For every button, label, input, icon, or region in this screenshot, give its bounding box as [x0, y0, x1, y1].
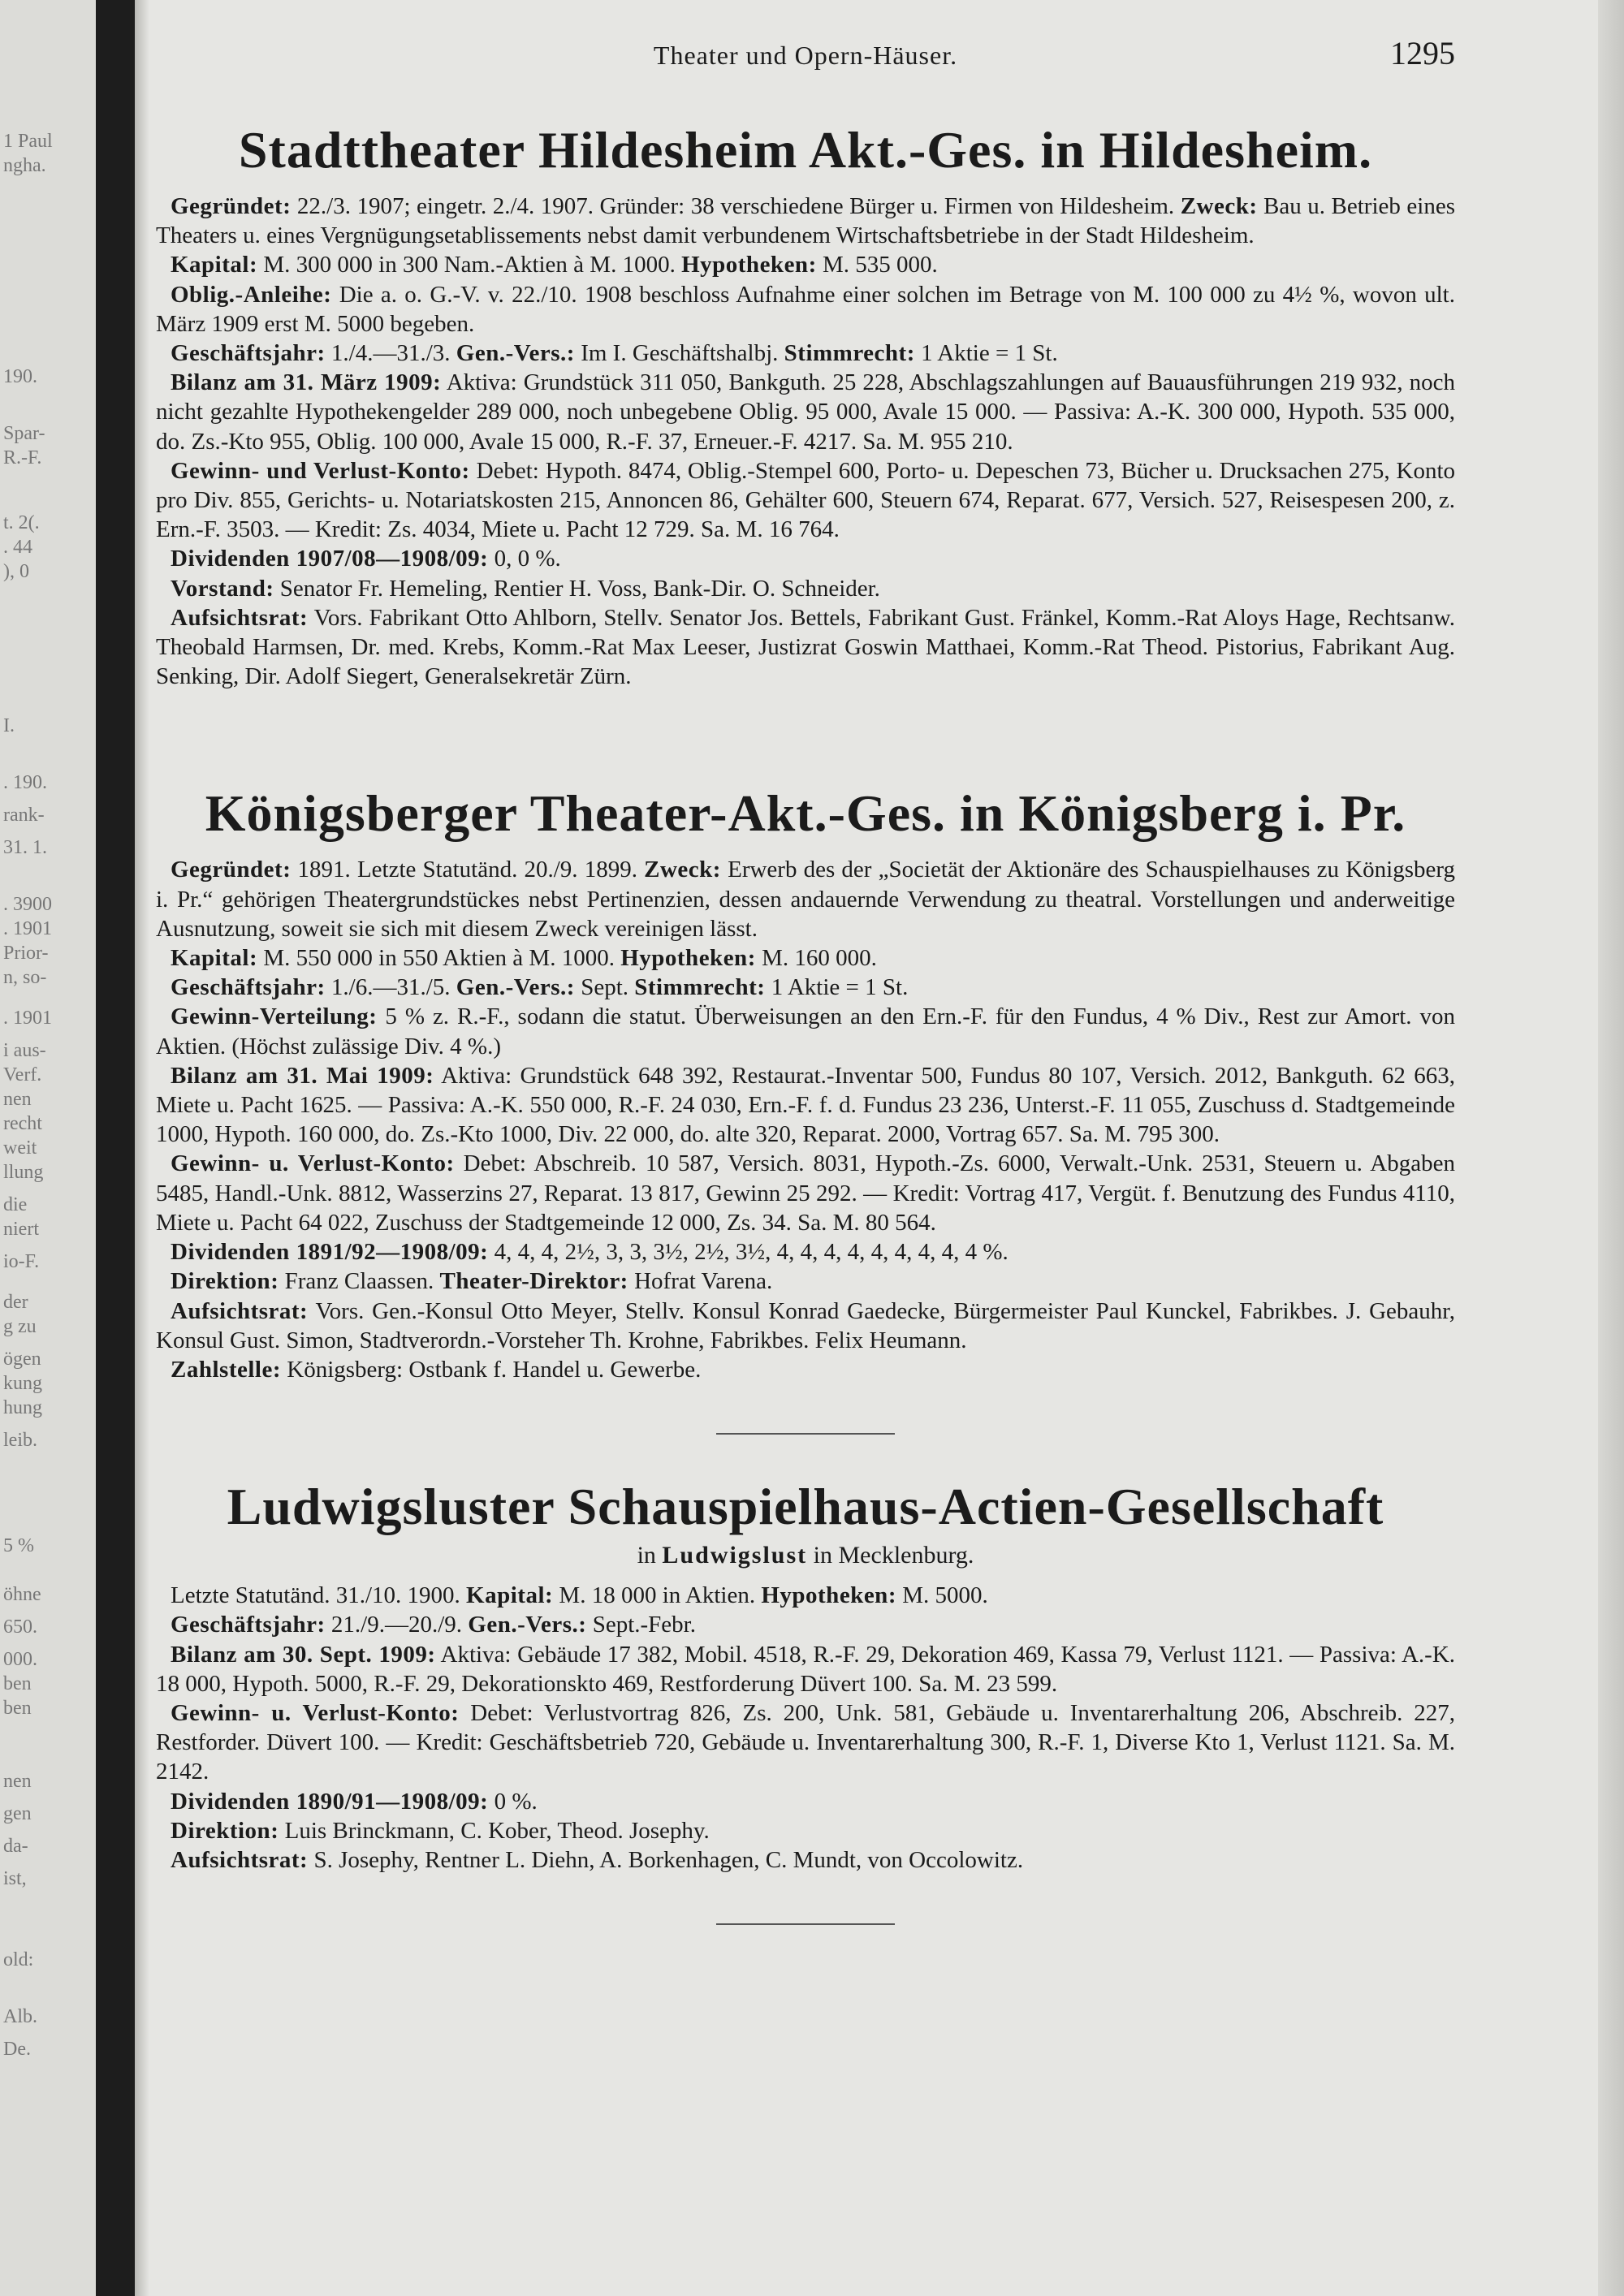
margin-fragment: weit: [3, 1137, 37, 1159]
entry-label: Gen.-Vers.:: [456, 974, 575, 1001]
subtitle-place: Ludwigslust: [662, 1542, 808, 1569]
company-subtitle: [156, 1542, 1455, 1569]
entry-text: 1./6.—31./5.: [325, 974, 456, 1001]
margin-fragment: Spar-: [3, 423, 45, 444]
entry-paragraph: [156, 1149, 1455, 1237]
entry-label: Aufsichtsrat:: [171, 1297, 309, 1324]
entry-text: Vors. Gen.-Konsul Otto Meyer, Stellv. Konsul Konrad Gaedecke, Bürgermeister Paul Kunckel, Fabrikbes. J. Gebauhr, Konsul Gust. Simon, Stadtverordn.-Vorsteher Th. Krohne, Fabrikbes. Felix Heumann.: [156, 1297, 1455, 1353]
margin-fragment: recht: [3, 1113, 42, 1134]
entry-text: Senator Fr. Hemeling, Rentier H. Voss, Bank-Dir. O. Schneider.: [274, 575, 880, 602]
entry-text: Debet: Verlustvortrag 826, Zs. 200, Unk. 581, Gebäude u. Inventarerhaltung 206, Abschreib. 227, Restforder. Düvert 100. — Kredit: Geschäftsbetrieb 720, Gebäude u. Inventarerhaltung 300, R.-F. 1, Diverse Kto 1, Verlust 1121. Sa. M. 2142.: [156, 1699, 1455, 1785]
running-head-title: Theater und Opern-Häuser.: [653, 41, 958, 70]
entry-label: Gewinn- u. Verlust-Konto:: [171, 1150, 455, 1177]
page-number: 1295: [1390, 35, 1455, 71]
entry-label: Direktion:: [171, 1817, 279, 1844]
margin-fragment: . 3900: [3, 894, 52, 915]
entry-paragraph: [156, 1816, 1455, 1845]
margin-fragment: ), 0: [3, 561, 29, 582]
company-entry: [156, 1478, 1455, 1925]
entry-text: Erwerb des der „Societät der Aktionäre des Schauspielhauses zu Königsberg i. Pr.“ gehörigen Theatergrundstückes nebst Pertinenzien, dessen andauernde Verwendung zu theatral. Vorstellungen und anderweitige Ausnutzung, soweit sie sich mit diesem Zweck vereinigen lässt.: [156, 857, 1456, 942]
section-divider: [716, 1923, 895, 1925]
entry-text: Hofrat Varena.: [628, 1268, 773, 1295]
entry-paragraph: [156, 1297, 1455, 1355]
margin-fragment: der: [3, 1292, 28, 1313]
entry-paragraph: [156, 250, 1455, 279]
entry-paragraph: [156, 1002, 1455, 1060]
entry-text: 1891. Letzte Statutänd. 20./9. 1899.: [291, 857, 645, 883]
margin-fragment: da-: [3, 1836, 28, 1857]
entry-text: 5 % z. R.-F., sodann die statut. Überweisungen an den Ern.-F. für den Fundus, 4 % Div., Rest zur Amort. von Aktien. (Höchst zulässige Div. 4 %.): [156, 1003, 1455, 1060]
margin-fragment: kung: [3, 1373, 42, 1394]
entry-text: Aktiva: Gebäude 17 382, Mobil. 4518, R.-F. 29, Dekoration 469, Kassa 79, Verlust 1121. — Passiva: A.-K. 18 000, Hypoth. 5000, R.-F. 29, Dekorationskto 469, Restforderung Düvert 100. Sa. M. 23 599.: [156, 1641, 1456, 1697]
margin-fragment: Prior-: [3, 943, 49, 964]
entry-text: 1 Aktie = 1 St.: [765, 974, 909, 1001]
entry-label: Geschäftsjahr:: [171, 340, 326, 367]
company-title: Königsberger Theater-Akt.-Ges. in Königsberg i. Pr.: [205, 784, 1406, 843]
subtitle-suffix: in Mecklenburg.: [807, 1542, 974, 1569]
entry-label: Gegründet:: [171, 857, 292, 883]
entry-label: Aufsichtsrat:: [171, 604, 309, 631]
company-entry: [156, 785, 1455, 1435]
margin-fragment: ist,: [3, 1868, 27, 1889]
company-entry: [156, 122, 1455, 741]
margin-fragment: leib.: [3, 1430, 37, 1451]
entry-paragraph: [156, 1237, 1455, 1267]
entry-paragraph: [156, 603, 1455, 692]
entry-paragraph: [156, 1355, 1455, 1384]
entry-text: Debet: Hypoth. 8474, Oblig.-Stempel 600, Porto- u. Depeschen 73, Bücher u. Drucksachen 275, Konto pro Div. 855, Gerichts- u. Notariatskosten 215, Annoncen 86, Gehälter 600, Steuern 674, Reparat. 677, Versich. 527, Reisespesen 200, z. Ern.-F. 3503. — Kredit: Zs. 4034, Miete u. Pacht 12 729. Sa. M. 16 764.: [156, 457, 1456, 543]
entry-paragraph: [156, 855, 1455, 943]
margin-fragment: ben: [3, 1698, 32, 1719]
margin-fragment: nen: [3, 1771, 32, 1792]
margin-fragment: . 190.: [3, 772, 47, 793]
margin-fragment: 190.: [3, 366, 37, 387]
entry-label: Vorstand:: [171, 575, 274, 602]
margin-fragment: gen: [3, 1803, 32, 1824]
entry-paragraph: [156, 943, 1455, 973]
gutter-shadow: [135, 0, 149, 2296]
margin-fragment: io-F.: [3, 1251, 40, 1272]
entry-label: Oblig.-Anleihe:: [171, 281, 332, 308]
margin-fragment: R.-F.: [3, 447, 42, 468]
entry-label: Hypotheken:: [681, 252, 817, 278]
entry-label: Kapital:: [171, 252, 258, 278]
entry-text: Sept.: [574, 974, 635, 1001]
company-title: Ludwigsluster Schauspielhaus-Actien-Gesellschaft: [227, 1478, 1384, 1536]
entry-text: 4, 4, 4, 2½, 3, 3, 3½, 2½, 3½, 4, 4, 4, 4, 4, 4, 4, 4, 4 %.: [488, 1239, 1009, 1266]
entry-text: 21./9.—20./9.: [325, 1612, 469, 1638]
entry-label: Zahlstelle:: [171, 1356, 281, 1383]
margin-fragment: rank-: [3, 805, 45, 826]
margin-fragment: old:: [3, 1949, 34, 1970]
entry-label: Theater-Direktor:: [439, 1268, 628, 1295]
entry-label: Gewinn- u. Verlust-Konto:: [171, 1699, 460, 1726]
entry-label: Dividenden 1907/08—1908/09:: [171, 546, 489, 572]
entry-text: 0, 0 %.: [488, 546, 561, 572]
entry-paragraph: [156, 1267, 1455, 1296]
entry-label: Hypotheken:: [761, 1582, 896, 1609]
margin-fragment: ngha.: [3, 155, 46, 176]
margin-fragment: . 1901: [3, 918, 52, 939]
margin-fragment: nen: [3, 1089, 32, 1110]
entry-label: Zweck:: [1180, 193, 1258, 219]
margin-fragment: ögen: [3, 1349, 41, 1370]
margin-fragment: 650.: [3, 1616, 37, 1638]
entry-label: Gegründet:: [171, 193, 292, 219]
margin-fragment: De.: [3, 2039, 31, 2060]
margin-fragment: I.: [3, 715, 15, 736]
entry-label: Gewinn-Verteilung:: [171, 1003, 378, 1030]
entry-label: Kapital:: [466, 1582, 554, 1609]
entry-paragraph: [156, 192, 1455, 250]
entry-text: Debet: Abschreib. 10 587, Versich. 8031, Hypoth.-Zs. 6000, Verwalt.-Unk. 2531, Steuern u. Abgaben 5485, Handl.-Unk. 8812, Wasserzins 27, Reparat. 13 817, Gewinn 25 292. — Kredit: Vortrag 417, Vergüt. f. Benutzung des Fundus 4110, Miete u. Pacht 64 022, Zuschuss der Stadtgemeinde 12 000, Zs. 34. Sa. M. 80 564.: [156, 1150, 1455, 1236]
entry-text: 1./4.—31./3.: [325, 340, 456, 367]
entry-paragraph: [156, 1787, 1455, 1816]
company-entries: [156, 122, 1455, 1925]
entry-text: M. 550 000 in 550 Aktien à M. 1000.: [257, 945, 621, 972]
margin-fragment: ben: [3, 1673, 32, 1694]
entry-text: Luis Brinckmann, C. Kober, Theod. Josephy.: [279, 1817, 710, 1844]
entry-text: M. 160 000.: [755, 945, 877, 972]
entry-text: 0 %.: [488, 1788, 538, 1815]
adjacent-page-fragment: [0, 0, 96, 2296]
entry-text: Im I. Geschäftshalbj.: [574, 340, 784, 367]
margin-fragment: n, so-: [3, 967, 47, 988]
entry-paragraph: [156, 456, 1455, 545]
entry-text: Vors. Fabrikant Otto Ahlborn, Stellv. Senator Jos. Bettels, Fabrikant Gust. Fränkel, Komm.-Rat Aloys Hage, Rechtsanw. Theobald Harmsen, Dr. med. Krebs, Komm.-Rat Max Leeser, Justizrat Goswin Matthaei, Komm.-Rat Theod. Pistorius, Fabrikant Aug. Senking, Dir. Adolf Siegert, Generalsekretär Zürn.: [156, 604, 1455, 690]
margin-fragment: t. 2(.: [3, 512, 40, 533]
entry-text: M. 300 000 in 300 Nam.-Aktien à M. 1000.: [257, 252, 682, 278]
entry-label: Aufsichtsrat:: [171, 1846, 309, 1873]
entry-text: Bau u. Betrieb eines Theaters u. eines Vergnügungsetablissements nebst damit verbundenem Wirtschaftsbetriebe in der Stadt Hildesheim.: [156, 193, 1455, 249]
entry-label: Gen.-Vers.:: [468, 1612, 587, 1638]
entry-paragraph: [156, 544, 1455, 573]
margin-fragment: Verf.: [3, 1064, 42, 1085]
entry-paragraph: [156, 574, 1455, 603]
margin-fragment: hung: [3, 1397, 42, 1418]
entry-text: M. 535 000.: [816, 252, 938, 278]
entry-label: Geschäftsjahr:: [171, 1612, 326, 1638]
entry-label: Gewinn- und Verlust-Konto:: [171, 457, 470, 484]
entry-text: 1 Aktie = 1 St.: [914, 340, 1058, 367]
entry-paragraph: [156, 1061, 1455, 1150]
entry-text: Die a. o. G.-V. v. 22./10. 1908 beschloss Aufnahme einer solchen im Betrage von M. 100 000 zu 4½ %, wovon ult. März 1909 erst M. 5000 begeben.: [156, 281, 1455, 337]
company-title: Stadttheater Hildesheim Akt.-Ges. in Hildesheim.: [238, 121, 1373, 179]
entry-text: Aktiva: Grundstück 648 392, Restaurat.-Inventar 500, Fundus 80 107, Versich. 2012, Bankguth. 62 663, Miete u. Pacht 1625. — Passiva: A.-K. 550 000, R.-F. 24 030, Ern.-F. f. d. Fundus 23 236, Unterst.-F. 11 055, Zuschuss d. Stadtgemeinde 1000, Hypoth. 160 000, do. Zs.-Kto 1000, Div. 22 000, do. alte 320, Reparat. 2000, Vortrag 657. Sa. M. 795 300.: [156, 1062, 1456, 1148]
entry-label: Zweck:: [644, 857, 721, 883]
entry-paragraph: [156, 368, 1455, 456]
page-right-edge: [1598, 0, 1624, 2296]
entry-text: S. Josephy, Rentner L. Diehn, A. Borkenhagen, C. Mundt, von Occolowitz.: [308, 1846, 1024, 1873]
margin-fragment: llung: [3, 1162, 44, 1183]
margin-fragment: niert: [3, 1219, 39, 1240]
entry-paragraph: [156, 1640, 1455, 1698]
entry-text: Aktiva: Grundstück 311 050, Bankguth. 25 228, Abschlagszahlungen auf Bauausführungen 219 932, noch nicht gezahlte Hypothekengelder 289 000, noch unbegebene Oblig. 95 000, Avale 15 000. — Passiva: A.-K. 300 000, Hypoth. 535 000, do. Zs.-Kto 955, Oblig. 100 000, Avale 15 000, R.-F. 37, Erneuer.-F. 4217. Sa. M. 955 210.: [156, 369, 1455, 455]
entry-paragraph: [156, 1581, 1455, 1610]
margin-fragment: öhne: [3, 1584, 41, 1605]
margin-fragment: . 44: [3, 537, 32, 558]
margin-fragment: 1 Paul: [3, 131, 53, 152]
entry-label: Dividenden 1890/91—1908/09:: [171, 1788, 489, 1815]
entry-text: Franz Claassen.: [279, 1268, 440, 1295]
subtitle-prefix: in: [637, 1542, 663, 1569]
entry-paragraph: [156, 1845, 1455, 1875]
margin-fragment: die: [3, 1194, 28, 1215]
entry-label: Dividenden 1891/92—1908/09:: [171, 1239, 489, 1266]
entry-label: Stimmrecht:: [784, 340, 915, 367]
running-header: [156, 29, 1455, 78]
entry-text: 22./3. 1907; eingetr. 2./4. 1907. Gründer: 38 verschiedene Bürger u. Firmen von Hildesheim.: [291, 193, 1181, 219]
section-divider: [716, 1433, 895, 1435]
margin-fragment: Alb.: [3, 2006, 37, 2027]
entry-text: M. 5000.: [896, 1582, 988, 1609]
entry-paragraph: [156, 1698, 1455, 1787]
entry-label: Stimmrecht:: [634, 974, 766, 1001]
entry-label: Kapital:: [171, 945, 258, 972]
margin-fragment: 000.: [3, 1649, 37, 1670]
entry-label: Hypotheken:: [620, 945, 756, 972]
margin-fragment: . 1901: [3, 1008, 52, 1029]
entry-text: Königsberg: Ostbank f. Handel u. Gewerbe.: [281, 1356, 702, 1383]
entry-text: Letzte Statutänd. 31./10. 1900.: [171, 1582, 467, 1609]
margin-fragment: 31. 1.: [3, 837, 47, 858]
entry-paragraph: [156, 339, 1455, 368]
entry-label: Geschäftsjahr:: [171, 974, 326, 1001]
entry-paragraph: [156, 973, 1455, 1002]
entry-paragraph: [156, 1610, 1455, 1639]
entry-label: Gen.-Vers.:: [456, 340, 575, 367]
document-page: [156, 29, 1455, 1925]
book-gutter: [96, 0, 135, 2296]
margin-fragment: g zu: [3, 1316, 37, 1337]
entry-label: Bilanz am 31. März 1909:: [171, 369, 442, 396]
entry-label: Bilanz am 30. Sept. 1909:: [171, 1641, 436, 1668]
entry-paragraph: [156, 280, 1455, 339]
margin-fragment: 5 %: [3, 1535, 34, 1556]
entry-label: Bilanz am 31. Mai 1909:: [171, 1062, 434, 1089]
entry-text: Sept.-Febr.: [586, 1612, 696, 1638]
entry-text: M. 18 000 in Aktien.: [553, 1582, 762, 1609]
margin-fragment: i aus-: [3, 1040, 46, 1061]
entry-label: Direktion:: [171, 1268, 279, 1295]
